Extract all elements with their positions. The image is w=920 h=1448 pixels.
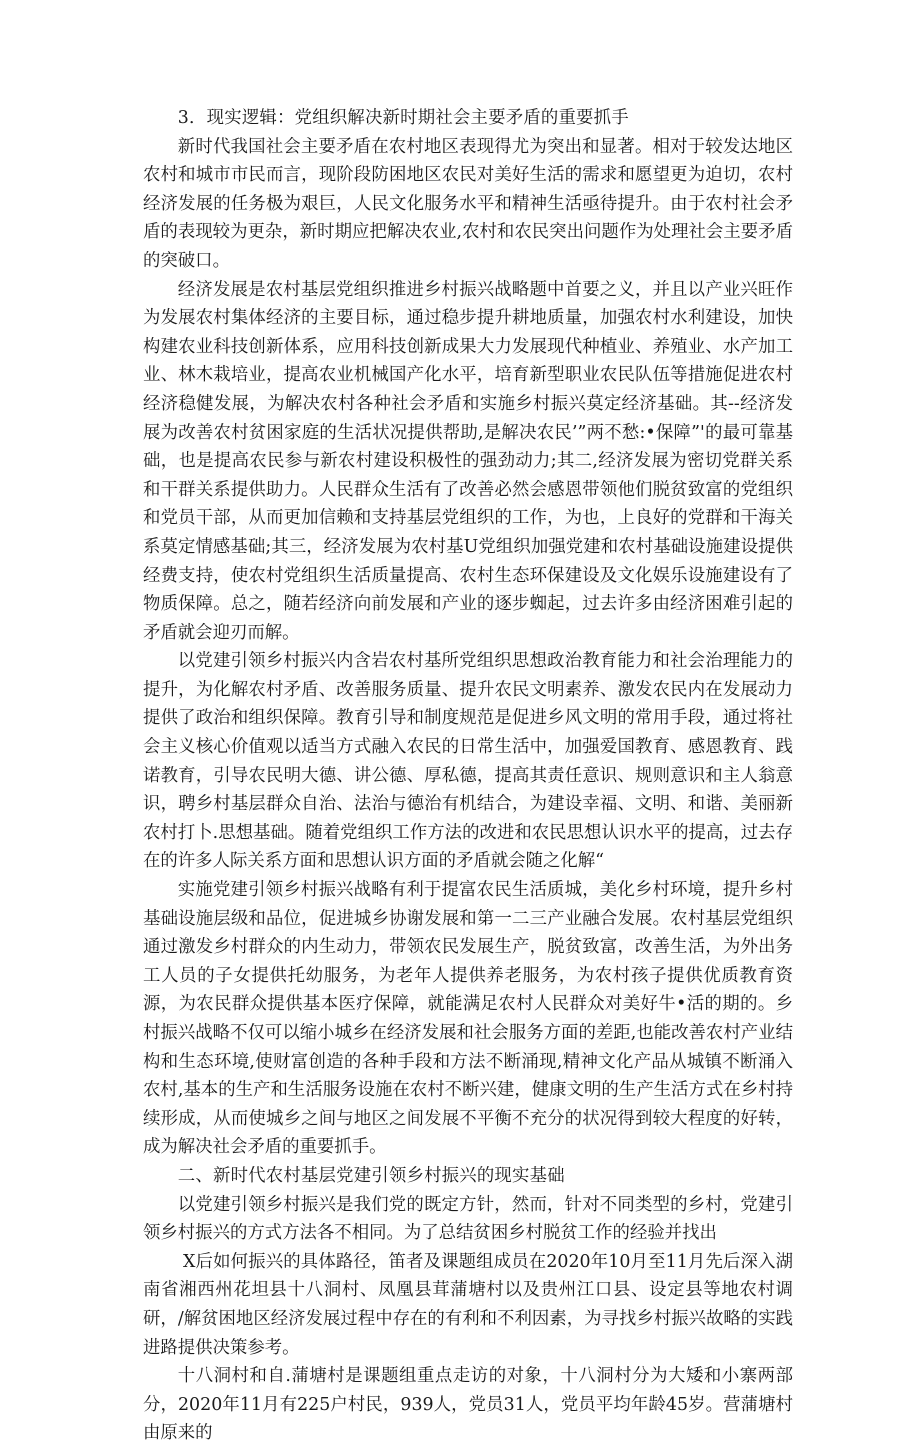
paragraph-village-overview: 十八洞村和自.蒲塘村是课题组重点走访的对象，十八洞村分为大矮和小寨两部分，2020年11月有225户村民，939人，党员31人，党员平均年龄45岁。营蒲塘村由原来的 xyxy=(143,1366,793,1444)
paragraph-ideological-education: 以党建引领乡村振兴内含岩农村基所党组织思想政治教育能力和社会治理能力的提升，为化解农村矛盾、改善服务质量、提升农民文明素养、激发农民内在发展动力提供了政治和组织保障。教育引导和制度规范是促进乡风文明的常用手段，通过将社会主义核心价值观以适当方式融入农民的日常生活中，加强爱国教育、感恩教育、践诺教育，引导农民明大德、讲公德、厚私德，提高其责任意识、规则意识和主人翁意识，聘乡村基层群众自治、法治与德治有机结合，为建设幸福、文明、和谐、美丽新农村打卜.思想基础。随着党组织工作方法的改进和农民思想认识水平的提高，过去存在的许多人际关系方面和思想认识方面的矛盾就会随之化解“ xyxy=(143,651,793,872)
paragraph-field-research: X后如何振兴的具体路径，笛者及课题组成员在2020年10月至11月先后深入湖南省湘西州花坦县十八洞村、凤凰县茸蒲塘村以及贵州江口县、设定县等地农村调研，/解贫困地区经济发展过程中存在的有利和不利因素，为寻找乡村振兴故略的实践进路提供决策参考。 xyxy=(143,1251,793,1358)
section-heading-2: 二、新时代农村基层党建引领乡村振兴的现实基础 xyxy=(177,1165,565,1186)
paragraph-main-contradiction: 新时代我国社会主要矛盾在农村地区表现得尤为突出和显著。相对于较发达地区农村和城市市民而言，现阶段防困地区农民对美好生活的需求和愿望更为迫切，农村经济发展的任务极为艰巨，人民文化服务水平和精神生活亟待提升。由于农村社会矛盾的表现较为更杂，新时期应把解决农业,农村和农民突出问题作为处理社会主要矛盾的突破口。 xyxy=(143,136,793,271)
paragraph-guiding-policy: 以党建引领乡村振兴是我们党的既定方针，然而，针对不同类型的乡村，党建引领乡村振兴的方式方法各不相同。为了总结贫困乡村脱贫工作的经验并找出 xyxy=(143,1194,793,1244)
section-heading-3: 3．现实逻辑：党组织解决新时期社会主要矛盾的重要抓手 xyxy=(177,108,629,128)
paragraph-rural-revitalization-strategy: 实施党建引领乡村振兴战略有利于提富农民生活质城，美化乡村环境，提升乡村基础设施层级和品位，促进城乡协谢发展和第一二三产业融合发展。农村基层党组织通过激发乡村群众的内生动力，带领农民发展生产，脱贫致富，改善生活，为外出务工人员的子女提供托幼服务，为老年人提供养老服务，为农村孩子提供优质教育资源，为农民群众提供基本医疗保障，就能满足农村人民群众对美好牛•活的期的。乡村振兴战略不仅可以缩小城乡在经济发展和社会服务方面的差距,也能改善农村产业结构和生态环境,使财富创造的各种手段和方法不断涌现,精神文化产品从城镇不断涌入农村,基本的生产和生活服务设施在农村不断兴建，健康文明的生产生活方式在乡村持续形成，从而使城乡之间与地区之间发展不平衡不充分的状况得到较大程度的好转，成为解决社会矛盾的重要抓手。 xyxy=(143,880,793,1158)
document-body xyxy=(143,104,793,1448)
paragraph-economic-development: 经济发展是农村基层党组织推进乡村振兴战略题中首要之义，并且以产业兴旺作为发展农村集体经济的主要目标，通过稳步提升耕地质量，加强农村水利建设，加快构建农业科技创新体系，应用科技创新成果大力发展现代种植业、养殖业、水产加工业、林木栽培业，提高农业机械国产化水平，培育新型职业农民队伍等措施促进农村经济稳健发展，为解决农村各种社会矛盾和实施乡村振兴莫定经济基础。其--经济发展为改善农村贫困家庭的生活状况提供帮助,是解决农民’”两不愁:•保障”'的最可靠基础，也是提高农民参与新农村建设积极性的强劲动力;其二,经济发展为密切党群关系和干群关系提供助力。人民群众生活有了改善必然会感恩带领他们脱贫致富的党组织和党员干部，从而更加信赖和支持基层党组织的工作，为也，上良好的党群和干海关系莫定情感基础;其三，经济发展为农村基U党组织加强党建和农村基础设施建设提供经费支持，使农村党组织生活质量提高、农村生态环保建设及文化娱乐设施建设有了物质保障。总之，随若经济向前发展和产业的逐步蜘起，过去许多由经济困难引起的矛盾就会迎刃而解。 xyxy=(143,279,793,643)
